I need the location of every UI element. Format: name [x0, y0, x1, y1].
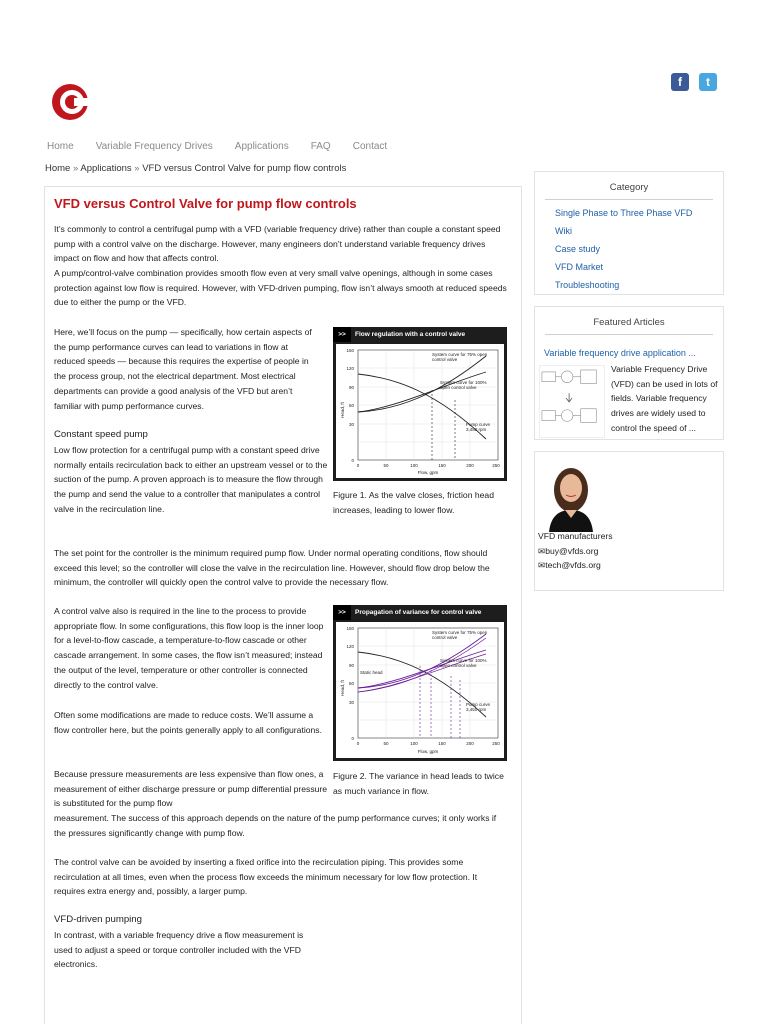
contact-avatar	[539, 460, 603, 532]
x-axis-label: Flow, gpm	[417, 749, 439, 754]
y-tick-label: 0	[351, 736, 354, 741]
y-tick-label: 120	[346, 366, 354, 371]
y-tick-label: 30	[348, 422, 354, 427]
nav-faq[interactable]: FAQ	[310, 141, 331, 152]
figure-2-caption: Figure 2. The variance in head leads to twice as much variance in flow.	[333, 771, 504, 796]
figure-1	[333, 327, 507, 481]
breadcrumb-separator: »	[72, 163, 79, 174]
x-tick-label: 0	[356, 741, 360, 746]
category-link[interactable]: VFD Market	[555, 262, 604, 272]
featured-article-excerpt: Variable Frequency Drive (VFD) can be used in lots of fields. Variable frequency drives are widely used to control the speed of ...	[611, 364, 718, 433]
article-title: VFD versus Control Valve for pump flow controls	[54, 196, 357, 211]
x-axis-label: Flow, gpm	[417, 470, 439, 475]
article-panel	[44, 186, 522, 1024]
x-tick-label: 250	[492, 463, 500, 468]
nav-contact[interactable]: Contact	[352, 141, 388, 152]
series-label-75: System curve for 75% open control valve	[432, 630, 488, 640]
y-tick-label: 90	[348, 385, 354, 390]
category-title: Category	[609, 182, 649, 193]
main-nav	[47, 141, 409, 152]
nav-home[interactable]: Home	[47, 141, 74, 152]
article-paragraph: measurement. The success of this approach depends on the nature of the pump performance curves; it only works if the pressures significantly change with pump flow.	[54, 813, 497, 838]
figure-header: Flow regulation with a control valve	[355, 331, 466, 338]
twitter-icon[interactable]: t	[699, 73, 717, 91]
x-tick-label: 0	[356, 463, 360, 468]
figure-header: Propagation of variance for control valve	[355, 609, 482, 616]
series-label-100: System curve for 100% open control valve	[440, 380, 487, 390]
x-tick-label: 250	[492, 741, 500, 746]
featured-article-thumbnail[interactable]	[539, 365, 605, 438]
nav-applications[interactable]: Applications	[234, 141, 289, 152]
breadcrumb-current: VFD versus Control Valve for pump flow controls	[142, 163, 347, 174]
x-tick-label: 150	[438, 463, 446, 468]
figure-2-plot	[336, 622, 504, 758]
article-paragraph: Often some modifications are made to reduce costs. We’ll assume a flow controller here, but the points generally apply to all configurations.	[54, 710, 322, 735]
y-axis-label: Head, ft	[340, 402, 345, 418]
figure-2	[333, 605, 507, 761]
section-heading: Constant speed pump	[54, 429, 148, 440]
y-tick-label: 120	[346, 644, 354, 649]
y-axis-label: Head, ft	[340, 680, 345, 696]
y-tick-label: 60	[348, 681, 354, 686]
contact-widget	[534, 451, 724, 591]
x-tick-label: 50	[383, 463, 389, 468]
x-tick-label: 200	[466, 741, 474, 746]
mail-icon: ✉	[538, 560, 546, 570]
buy-email[interactable]: ✉buy@vfds.org	[538, 546, 599, 556]
article-paragraph: The control valve can be avoided by inserting a fixed orifice into the recirculation piping. This provides some recirculation at all times, even when the process flow exceeds the minimum necessary for low flow protection. It requires extra energy and, possibly, a larger pump.	[54, 857, 478, 897]
category-link[interactable]: Troubleshooting	[555, 280, 620, 290]
breadcrumb-home[interactable]: Home	[45, 163, 71, 174]
featured-title: Featured Articles	[593, 317, 665, 328]
article-paragraph: Because pressure measurements are less expensive than flow ones, a measurement of either discharge pressure or pump differential pressure is substituted for the pump flow	[54, 769, 328, 809]
article-paragraph: A control valve also is required in the line to the process to provide appropriate flow. In some configurations, this flow loop is the inner loop for a level-to-flow cascade, a temperature-to-flow cascade or other cascade arrangement. In some cases, the flow isn’t measured; instead the output of the level, temperature or other controller is connected directly to the control valve.	[54, 606, 324, 690]
series-label-100: System curve for 100% open control valve	[440, 658, 487, 668]
section-heading: VFD-driven pumping	[54, 914, 142, 925]
x-tick-label: 200	[466, 463, 474, 468]
contact-label: VFD manufacturers	[538, 531, 613, 541]
featured-article-link[interactable]: Variable frequency drive application ...	[544, 348, 696, 358]
y-tick-label: 0	[351, 458, 354, 463]
divider	[545, 334, 713, 335]
figure-1-caption: Figure 1. As the valve closes, friction head increases, leading to lower flow.	[333, 490, 494, 515]
arrow-icon: >>	[333, 605, 351, 620]
y-tick-label: 150	[346, 348, 354, 353]
nav-variable-frequency-drives[interactable]: Variable Frequency Drives	[95, 141, 213, 152]
site-logo[interactable]	[50, 80, 90, 124]
category-link[interactable]: Single Phase to Three Phase VFD	[555, 208, 693, 218]
article-paragraph: Here, we’ll focus on the pump — specifically, how certain aspects of the pump performance curves can lead to variations in flow at reduced speeds — because this requires the expertise of people in the process group, not the electrical department. Most electrical departments can provide a good analysis of the VFD but aren’t familiar with pump performance curves.	[54, 327, 312, 411]
category-widget	[534, 171, 724, 295]
x-tick-label: 150	[438, 741, 446, 746]
category-link[interactable]: Wiki	[555, 226, 572, 236]
mail-icon: ✉	[538, 546, 546, 556]
x-tick-label: 100	[410, 463, 418, 468]
tech-email[interactable]: ✉tech@vfds.org	[538, 560, 601, 570]
featured-widget	[534, 306, 724, 440]
breadcrumb-separator: »	[134, 163, 140, 174]
y-tick-label: 90	[348, 663, 354, 668]
series-label-75: System curve for 75% open control valve	[432, 352, 488, 362]
y-tick-label: 30	[348, 700, 354, 705]
series-label-pump: Pump curve 3,450 rpm	[466, 702, 491, 712]
breadcrumb-applications[interactable]: Applications	[80, 163, 132, 174]
article-paragraph: A pump/control-valve combination provides smooth flow even at very small valve openings, although in some cases protection against low flow is required. However, with VFD-driven pumping, flow isn’t always smooth at reduced speeds due to either the pump or the VFD.	[54, 268, 507, 308]
breadcrumb	[45, 163, 346, 174]
x-tick-label: 50	[383, 741, 389, 746]
arrow-icon: >>	[333, 327, 351, 342]
article-paragraph: The set point for the controller is the minimum required pump flow. Under normal operating conditions, flow should exceed this level; so the controller will close the valve in the recirculation line. However, should flow drop below the minimum, the controller will quickly open the control valve to provide the necessary flow.	[54, 548, 490, 588]
article-paragraph: It’s commonly to control a centrifugal pump with a VFD (variable frequency drive) rather than couple a constant speed pump with a control valve on the discharge. However, many engineers don’t understand variable frequency drives impact on flow and how that affects control.	[54, 224, 501, 264]
article-paragraph: In contrast, with a variable frequency drive a flow measurement is used to adjust a speed or torque controller included with the VFD electronics.	[54, 930, 304, 970]
y-tick-label: 60	[348, 403, 354, 408]
social-links	[671, 73, 717, 91]
figure-1-plot	[336, 344, 504, 478]
facebook-icon[interactable]: f	[671, 73, 689, 91]
x-tick-label: 100	[410, 741, 418, 746]
static-head-label: Static head	[360, 670, 383, 675]
category-link[interactable]: Case study	[555, 244, 601, 254]
y-tick-label: 150	[346, 626, 354, 631]
series-label-pump: Pump curve 3,450 rpm	[466, 422, 491, 432]
article-paragraph: Low flow protection for a centrifugal pump with a constant speed drive normally entails recirculation back to either an upstream vessel or to the suction of the pump. A proven approach is to measure the flow through the pump and send the value to a controller that manipulates a control valve in the recirculation line.	[54, 445, 328, 514]
